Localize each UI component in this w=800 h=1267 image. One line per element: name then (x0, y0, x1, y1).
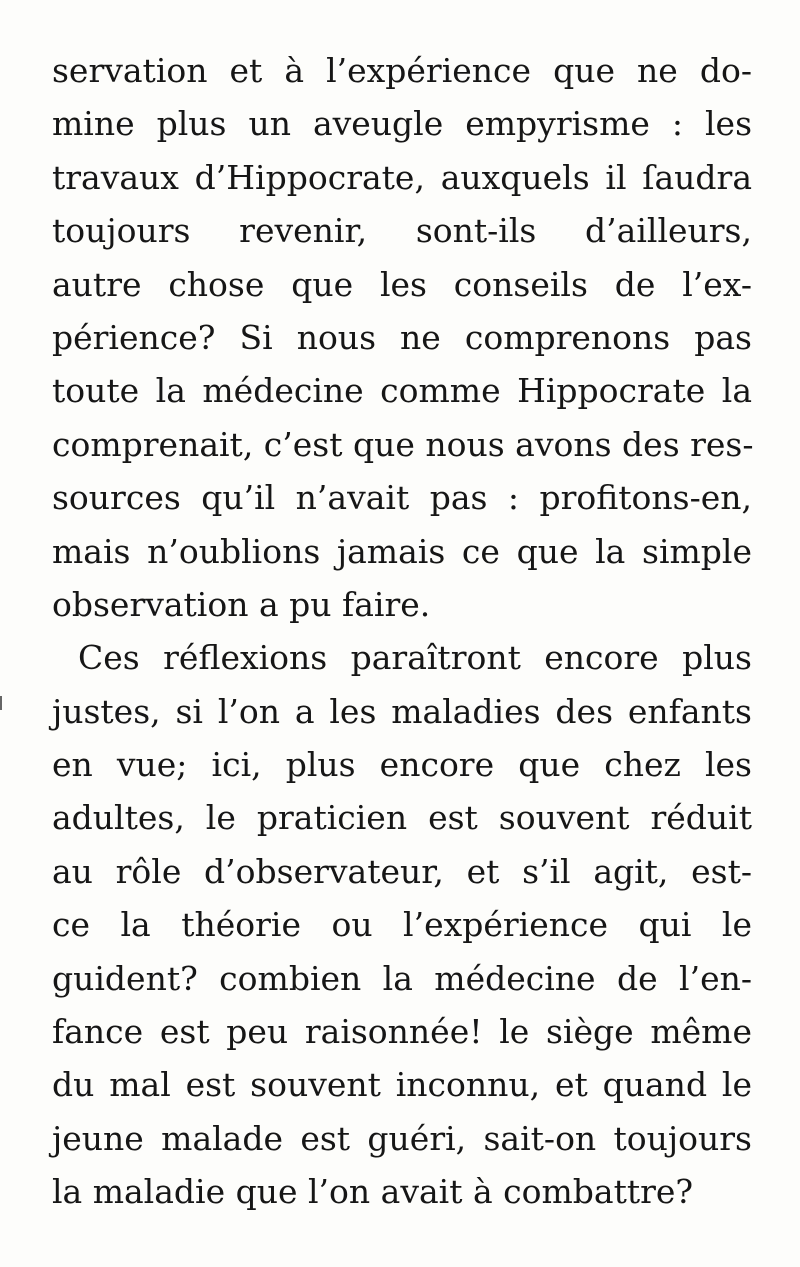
text-line: sources qu’il n’avait pas : profitons-en, (52, 478, 752, 518)
text-line: au rôle d’observateur, et s’il agit, est- (52, 851, 752, 891)
text-line: périence? Si nous ne comprenons pas (52, 317, 752, 357)
text-line: mais n’oublions jamais ce que la simple (52, 531, 752, 571)
page-text (52, 44, 752, 1219)
paragraph-1 (52, 44, 752, 631)
text-line: fance est peu raisonnée! le siège même (52, 1012, 752, 1052)
text-line: justes, si l’on a les maladies des enfants (52, 691, 752, 731)
text-line: en vue; ici, plus encore que chez les (52, 745, 752, 785)
text-line: toute la médecine comme Hippocrate la (52, 371, 752, 411)
paragraph-2 (52, 631, 752, 1218)
text-line: comprenait, c’est que nous avons des res- (52, 424, 754, 464)
text-line: guident? combien la médecine de l’en- (52, 958, 752, 998)
margin-tick-mark (0, 696, 8, 710)
text-line: adultes, le praticien est souvent réduit (52, 798, 752, 838)
text-line: travaux d’Hippocrate, auxquels il ſaudra (52, 157, 752, 197)
text-line: toujours revenir, sont-ils d’ailleurs, (52, 211, 752, 251)
text-line: la maladie que l’on avait à combattre? (52, 1172, 694, 1212)
text-line: servation et à l’expérience que ne do- (52, 51, 752, 90)
text-line: observation a pu faire. (52, 584, 431, 624)
text-line: Ces réflexions paraîtront encore plus (78, 638, 752, 678)
text-line: mine plus un aveugle empyrisme : les (52, 104, 752, 144)
text-line: du mal est souvent inconnu, et quand le (52, 1065, 752, 1105)
text-line: ce la théorie ou l’expérience qui le (52, 905, 752, 945)
text-line: autre chose que les conseils de l’ex- (52, 264, 752, 304)
text-line: jeune malade est guéri, sait-on toujours (52, 1118, 752, 1158)
